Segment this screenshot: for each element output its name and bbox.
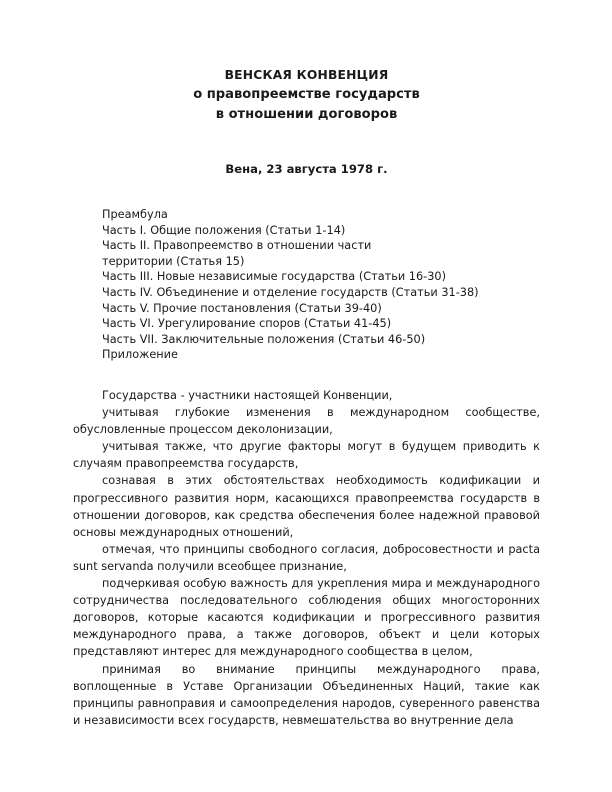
title-line-subject-cont: в отношении договоров: [215, 107, 398, 122]
place-and-date: Вена, 23 августа 1978 г.: [225, 162, 388, 176]
toc-item: Часть II. Правопреемство в отношении части: [102, 239, 372, 253]
toc-item: Часть VII. Заключительные положения (Статьи 46-50): [102, 332, 426, 346]
title-line-subject: о правопреемстве государств: [193, 87, 420, 102]
toc-item: Преамбула: [102, 208, 168, 221]
toc-item: Приложение: [102, 348, 178, 362]
preamble-body: [73, 387, 540, 729]
preamble-paragraph: учитывая также, что другие факторы могут в будущем приводить к случаям правопреемства государств,: [73, 440, 540, 471]
table-of-contents: [102, 207, 532, 363]
toc-item: Часть III. Новые независимые государства (Статьи 16-30): [102, 270, 447, 284]
title-line-main: ВЕНСКАЯ КОНВЕНЦИЯ: [224, 68, 389, 82]
toc-item: Часть IV. Объединение и отделение государств (Статьи 31-38): [102, 285, 479, 299]
preamble-paragraph: отмечая, что принципы свободного согласия, добросовестности и pacta sunt servanda получили всеобщее признание,: [73, 542, 540, 573]
toc-item: Часть I. Общие положения (Статьи 1-14): [102, 223, 346, 237]
toc-item: Часть V. Прочие постановления (Статьи 39-40): [102, 301, 382, 315]
toc-item: территории (Статья 15): [102, 254, 245, 268]
preamble-paragraph: Государства - участники настоящей Конвенции,: [102, 389, 393, 402]
preamble-paragraph: сознавая в этих обстоятельствах необходимость кодификации и прогрессивного развития норм, касающихся правопреемства государств в отношении договоров, как средства обеспечения более надежной правовой основы международных отношений,: [73, 474, 540, 539]
preamble-paragraph: подчеркивая особую важность для укрепления мира и международного сотрудничества последовательного соблюдения общих многосторонних договоров, которые касаются кодификации и прогрессивного развития международного права, а также договоров, объект и цели которых представляют интерес для международного сообщества в целом,: [73, 577, 540, 659]
document-title: [73, 66, 540, 125]
toc-item: Часть VI. Урегулирование споров (Статьи 41-45): [102, 317, 392, 331]
preamble-paragraph: принимая во внимание принципы международного права, воплощенные в Уставе Организации Объединенных Наций, такие как принципы равноправия и самоопределения народов, суверенного равенства и независимости всех государств, невмешательства во внутренние дела: [73, 662, 540, 727]
preamble-paragraph: учитывая глубокие изменения в международном сообществе, обусловленные процессом деколонизации,: [73, 406, 540, 437]
